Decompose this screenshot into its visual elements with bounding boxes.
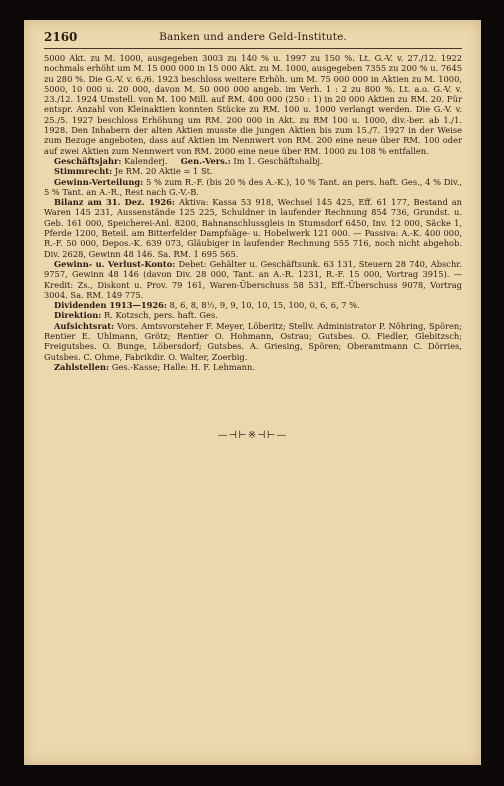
fiscal-year-line (44, 156, 462, 166)
profit-loss-label: Gewinn- u. Verlust-Konto: (54, 258, 176, 269)
paying-agents-line (44, 362, 462, 372)
voting-right-value: Je RM. 20 Aktie = 1 St. (114, 166, 213, 177)
general-meeting-label: Gen.-Vers.: (180, 155, 231, 166)
page-header (44, 30, 462, 46)
fiscal-year-value: Kalenderj. (124, 155, 168, 166)
balance-sheet-label: Bilanz am 31. Dez. 1926: (54, 197, 175, 208)
voting-right-label: Stimmrecht: (54, 166, 113, 177)
paying-agents-label: Zahlstellen: (54, 361, 110, 372)
profit-distribution-paragraph (44, 177, 462, 198)
management-label: Direktion: (54, 310, 102, 321)
dividends-label: Dividenden 1913—1926: (54, 300, 167, 311)
book-page (24, 20, 481, 765)
page-number: 2160 (44, 30, 78, 44)
fiscal-year-label: Geschäftsjahr: (54, 155, 122, 166)
profit-loss-text: Debet: Gehälter u. Geschäftsunk. 63 131, Steuern 28 740, Abschr. 9757, Gewinn 48 146 (davon Div. 28 000, Tant. an A.-R. 1231, R.-F. 15 000, Vortrag 3915). — Kredit: Zs., Diskont u. Prov. 79 161, Waren-Überschuss 58 531, Eff.-Überschuss 9078, Vortrag 3004. Sa. RM. 149 775. (44, 258, 462, 300)
profit-distribution-label: Gewinn-Verteilung: (54, 176, 144, 187)
running-title: Banken und andere Geld-Institute. (159, 31, 347, 43)
supervisory-board-label: Aufsichtsrat: (54, 320, 115, 331)
balance-sheet-paragraph (44, 197, 462, 259)
balance-sheet-text: Aktiva: Kassa 53 918, Wechsel 145 425, Eff. 61 177, Bestand an Waren 145 231, Aussenstände 125 225, Schuldner in laufender Rechnung 854 736, Grundst. u. Geb. 161 000, Speicherei-Anl. 8200, Bahnanschlussgleis in Stumsdorf 6450, Inv. 12 000, Säcke 1, Pferde 1200, Beteil. am Bitterfelder Dampfsäge- u. Hobelwerk 121 000. — Passiva: A.-K. 400 000, R.-F. 50 000, Depos.-K. 639 073, Gläubiger in laufender Rechnung 555 716, noch nicht abgehob. Div. 2628, Gewinn 48 146. Sa. RM. 1 695 565. (44, 197, 462, 259)
general-meeting-value: Im 1. Geschäftshalbj. (233, 155, 323, 166)
profit-distribution-text: 5 % zum R.-F. (bis 20 % des A.-K.), 10 % Tant. an pers. haft. Ges., 4 % Div., 5 % Tant. an A.-R., Rest nach G.-V.-B. (44, 176, 462, 197)
supervisory-board-text: Vors. Amtsvorsteher F. Meyer, Löberitz; Stellv. Administrator P. Nöhring, Spören; Rentier E. Uhlmann, Grötz; Rentier O. Hohmann, Ostrau; Gutsbes. O. Fiedler, Glebitzsch; Freigutsbes. O. Bunge, Löbersdorf; Gutsbes. A. Griesing, Spören; Oberamtmann C. Dörries, Gutsbes. C. Ohme, Fabrikdir. O. Walter, Zoerbig. (44, 320, 462, 362)
dividends-line (44, 300, 462, 310)
supervisory-board-paragraph (44, 321, 462, 362)
paying-agents-value: Ges.-Kasse; Halle: H. F. Lehmann. (111, 361, 255, 372)
voting-right-line (44, 166, 462, 176)
page-body (44, 53, 462, 372)
header-rule (44, 48, 462, 49)
dividends-values: 8, 6, 8, 8½, 9, 9, 10, 10, 15, 100, 0, 6, 6, 7 %. (169, 300, 360, 311)
management-line (44, 310, 462, 320)
section-ornament: —⊣⊢※⊣⊢— (217, 430, 288, 441)
profit-loss-paragraph (44, 259, 462, 300)
capital-history-paragraph: 5000 Akt. zu M. 1000, ausgegeben 3003 zu 140 % u. 1997 zu 150 %. Lt. G.-V. v. 27./12. 1922 nochmals erhöht um M. 15 000 000 in 15 000 Akt. zu M. 1000, ausgegeben 7355 zu 200 % u. 7645 zu 280 %. Die G.-V. v. 6./6. 1923 beschloss weitere Erhöh. um M. 75 000 000 in Aktien zu M. 1000, 5000, 10 000 u. 20 000, davon M. 50 000 000 angeb. im Verh. 1 : 2 zu 800 %. Lt. a.o. G.-V. v. 23./12. 1924 Umstell. von M. 100 Mill. auf RM. 400 000 (250 : 1) in 20 000 Aktien zu RM. 20. Für entspr. Anzahl von Kleinaktien konnten Stücke zu RM. 100 u. 1000 verlangt werden. Die G.-V. v. 25./5. 1927 beschloss Erhöhung um RM. 200 000 in Akt. zu RM 100 u. 1000, div.-ber. ab 1./1. 1928. Den Inhabern der alten Aktien musste die jungen Aktien bis zum 15./7. 1927 in der Weise zum Bezuge angeboten, dass auf Aktien im Nennwert von RM. 200 eine neue über RM. 100 oder auf zwei Aktien zum Nennwert von RM. 2000 eine neue über RM. 1000 zu 108 % entfallen. (44, 53, 462, 156)
management-value: R. Kotzsch, pers. haft. Ges. (104, 310, 218, 321)
